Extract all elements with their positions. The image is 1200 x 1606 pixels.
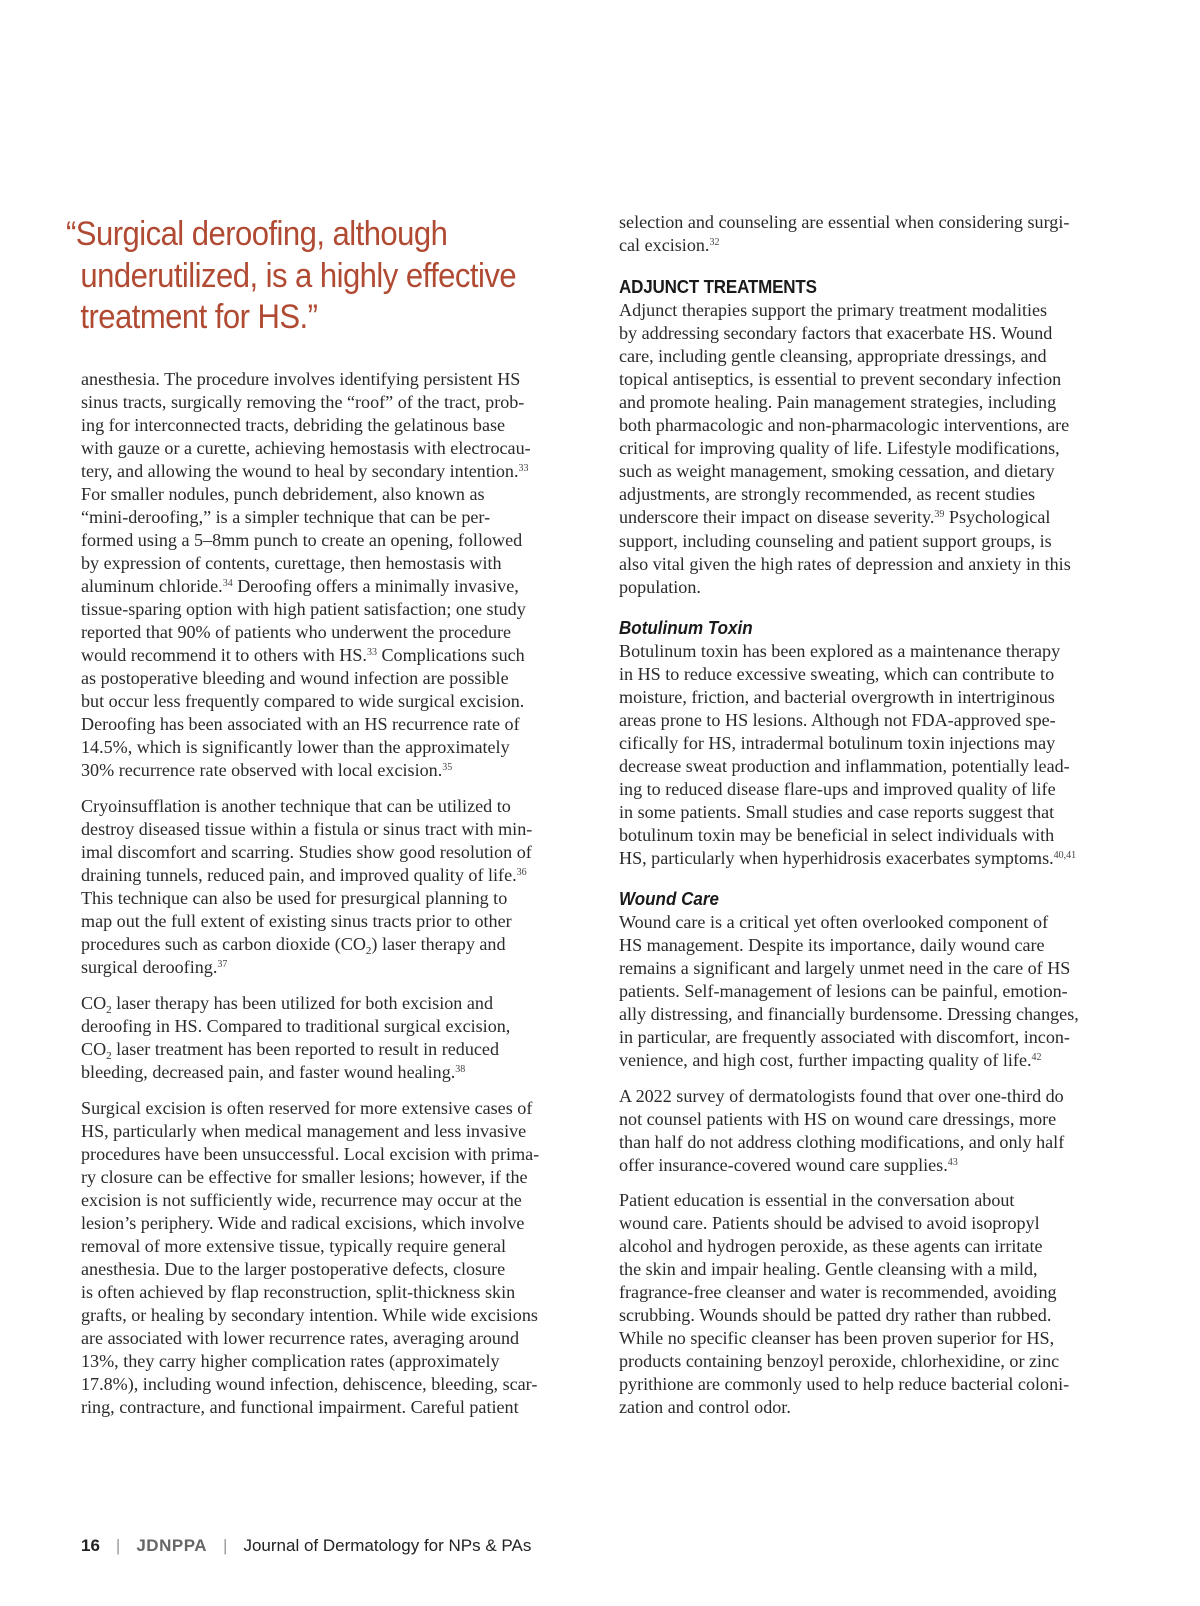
text-line: [619, 1304, 1051, 1327]
line-text: in some patients. Small studies and case reports suggest that: [619, 802, 1055, 823]
line-text: as postoperative bleeding and wound infection are possible: [81, 668, 509, 688]
line-text: HS management. Despite its importance, daily wound care: [619, 935, 1045, 956]
line-text: ring, contracture, and functional impairment. Careful patient: [81, 1397, 519, 1417]
line-text: moisture, friction, and bacterial overgrowth in intertriginous: [619, 687, 1055, 708]
text-line: [81, 1120, 526, 1143]
line-text: HS, particularly when medical management and less invasive: [81, 1121, 527, 1141]
line-text: Wound care is a critical yet often overlooked component of: [619, 912, 1049, 932]
line-text: For smaller nodules, punch debridement, also known as: [81, 484, 485, 504]
text-line: [619, 824, 1054, 847]
text-line: [619, 1396, 791, 1419]
line-text: anesthesia. The procedure involves identifying persistent HS: [81, 369, 521, 389]
text-line: [81, 956, 227, 979]
line-text: by addressing secondary factors that exacerbate HS. Wound: [619, 323, 1053, 344]
text-line: [81, 437, 531, 460]
citation-number: 43: [947, 1157, 958, 1169]
text-line: [81, 795, 511, 818]
journal-abbreviation: JDNPPA: [136, 1536, 208, 1555]
text-line: [81, 368, 520, 391]
line-text: venience, and high cost, further impacting quality of life.: [619, 1050, 1032, 1071]
line-text: by expression of contents, curettage, then hemostasis with: [81, 553, 502, 573]
text-line: [81, 1304, 538, 1327]
line-text: surgical deroofing.: [81, 957, 218, 977]
text-line: [619, 1189, 1014, 1212]
line-text: topical antiseptics, is essential to prevent secondary infection: [619, 369, 1062, 390]
line-text: removal of more extensive tissue, typically require general: [81, 1236, 507, 1256]
subscript: 2: [106, 1004, 112, 1016]
line-text: in HS to reduce excessive sweating, which can contribute to: [619, 664, 1055, 685]
line-text: ally distressing, and financially burdensome. Dressing changes,: [619, 1004, 1079, 1025]
pull-quote-line: underutilized, is a highly effective: [80, 256, 517, 295]
text-line: [619, 345, 1047, 368]
text-line: [81, 1396, 519, 1419]
line-text: While no specific cleanser has been proven superior for HS,: [619, 1328, 1055, 1349]
text-line: [81, 992, 493, 1015]
line-text: 13%, they carry higher complication rates (approximately: [81, 1351, 500, 1371]
line-text: excision is not sufficiently wide, recurrence may occur at the: [81, 1190, 522, 1210]
line-text: selection and counseling are essential when considering surgi-: [619, 212, 1070, 232]
text-line: [619, 686, 1055, 709]
line-text: reported that 90% of patients who underwent the procedure: [81, 622, 512, 642]
line-text: care, including gentle cleansing, appropriate dressings, and: [619, 346, 1047, 367]
page-footer: [81, 1536, 531, 1556]
line-text: tissue-sparing option with high patient satisfaction; one study: [81, 599, 526, 619]
line-text: ing for interconnected tracts, debriding the gelatinous base: [81, 415, 506, 435]
text-line: [619, 663, 1054, 686]
citation-number: 32: [709, 237, 720, 249]
text-line: [81, 864, 527, 887]
text-line: [619, 368, 1061, 391]
line-text: support, including counseling and patient support groups, is: [619, 530, 1052, 551]
line-text: cal excision.: [619, 235, 710, 256]
citation-number: 36: [516, 867, 527, 878]
text-line: [81, 1327, 519, 1350]
line-text: is often achieved by flap reconstruction, split-thickness skin: [81, 1282, 516, 1302]
text-line: [619, 1281, 1057, 1304]
line-text: in particular, are frequently associated with discomfort, incon-: [619, 1027, 1070, 1048]
line-text: both pharmacologic and non-pharmacologic interventions, are: [619, 415, 1070, 436]
text-line: [81, 391, 524, 414]
line-text: would recommend it to others with HS.: [81, 645, 367, 665]
text-line: [619, 709, 1056, 732]
text-line: [619, 755, 1070, 778]
text-line: [619, 437, 1060, 460]
text-line: [619, 1108, 1056, 1131]
subheading-botulinum-toxin: Botulinum Toxin: [619, 617, 753, 638]
text-line: [81, 1235, 506, 1258]
text-line: [619, 640, 1060, 663]
line-text: Surgical excision is often reserved for more extensive cases of: [81, 1098, 533, 1118]
footer-divider: |: [115, 1536, 121, 1555]
line-text: offer insurance-covered wound care supplies.: [619, 1155, 948, 1176]
text-line: [81, 1038, 499, 1061]
subscript: 2: [365, 945, 372, 957]
line-text: products containing benzoyl peroxide, chlorhexidine, or zinc: [619, 1351, 1060, 1372]
line-text-continued: laser treatment has been reported to result in reduced: [111, 1039, 499, 1059]
text-line: [81, 1097, 532, 1120]
text-line: [619, 1154, 958, 1177]
line-text: Botulinum toxin has been explored as a maintenance therapy: [619, 641, 1061, 661]
text-line: [619, 732, 1055, 755]
text-line: [619, 957, 1070, 980]
citation-number: 40,41: [1053, 850, 1077, 862]
text-line: [81, 483, 485, 506]
text-line: [81, 841, 532, 864]
text-line: [81, 529, 522, 552]
text-line: [81, 818, 532, 841]
line-text: with gauze or a curette, achieving hemostasis with electrocau-: [81, 438, 531, 458]
line-text: are associated with lower recurrence rates, averaging around: [81, 1328, 520, 1348]
line-text: CO: [81, 1039, 107, 1059]
journal-name: Journal of Dermatology for NPs & PAs: [243, 1536, 532, 1555]
text-line: [81, 1212, 524, 1235]
text-line: [619, 576, 701, 599]
line-text: sinus tracts, surgically removing the “roof” of the tract, prob-: [81, 392, 525, 412]
text-line: [81, 1166, 528, 1189]
text-line: [81, 1015, 510, 1038]
section-heading-adjunct-treatments: ADJUNCT TREATMENTS: [619, 276, 817, 297]
line-text: bleeding, decreased pain, and faster wound healing.: [81, 1062, 456, 1082]
text-line: [81, 933, 506, 956]
text-line: [619, 1235, 1043, 1258]
citation-number: 33: [518, 463, 529, 474]
line-text: grafts, or healing by secondary intention. While wide excisions: [81, 1305, 538, 1325]
citation-number: 35: [442, 762, 453, 773]
line-text: Cryoinsufflation is another technique that can be utilized to: [81, 796, 511, 816]
text-line: [619, 980, 1068, 1003]
line-text: tery, and allowing the wound to heal by secondary intention.: [81, 461, 519, 481]
citation-number: 39: [934, 509, 945, 521]
line-text: Adjunct therapies support the primary treatment modalities: [619, 300, 1048, 320]
line-text: scrubbing. Wounds should be patted dry rather than rubbed.: [619, 1305, 1052, 1326]
line-text: underscore their impact on disease severity.: [619, 507, 935, 528]
line-text: lesion’s periphery. Wide and radical excisions, which involve: [81, 1213, 525, 1233]
text-line: [619, 322, 1052, 345]
line-text-continued: Complications such: [376, 645, 525, 665]
text-line: [81, 910, 512, 933]
line-text: not counsel patients with HS on wound care dressings, more: [619, 1109, 1057, 1130]
text-line: [81, 1350, 500, 1373]
text-line: [81, 598, 526, 621]
text-line: [619, 414, 1069, 437]
text-line: [81, 887, 507, 910]
text-line: [619, 299, 1047, 322]
text-line: [619, 778, 1056, 801]
line-text: imal discomfort and scarring. Studies show good resolution of: [81, 842, 532, 862]
line-text: the skin and impair healing. Gentle cleansing with a mild,: [619, 1259, 1038, 1280]
page-number: 16: [81, 1536, 100, 1555]
line-text: formed using a 5–8mm punch to create an opening, followed: [81, 530, 523, 550]
text-line: [619, 506, 1050, 529]
footer-divider: |: [223, 1536, 228, 1555]
line-text: ry closure can be effective for smaller lesions; however, if the: [81, 1167, 528, 1187]
line-text: critical for improving quality of life. Lifestyle modifications,: [619, 438, 1060, 459]
text-line: [619, 553, 1071, 576]
line-text: alcohol and hydrogen peroxide, as these agents can irritate: [619, 1236, 1043, 1257]
line-text: remains a significant and largely unmet need in the care of HS: [619, 958, 1071, 979]
text-line: [619, 1327, 1054, 1350]
text-line: [619, 847, 1076, 870]
line-text: draining tunnels, reduced pain, and improved quality of life.: [81, 865, 517, 885]
line-text: cifically for HS, intradermal botulinum toxin injections may: [619, 733, 1056, 754]
pull-quote-line: treatment for HS.”: [80, 298, 318, 336]
text-line: [619, 211, 1069, 234]
line-text: HS, particularly when hyperhidrosis exacerbates symptoms.: [619, 848, 1054, 869]
line-text: 14.5%, which is significantly lower than the approximately: [81, 737, 510, 757]
text-line: [81, 644, 525, 667]
text-line: [81, 713, 520, 736]
text-line: [619, 1350, 1059, 1373]
line-text-continued: Psychological: [944, 507, 1051, 528]
pull-quote-line: “Surgical deroofing, although: [66, 215, 448, 253]
line-text: Patient education is essential in the conversation about: [619, 1190, 1015, 1210]
subscript: 2: [106, 1050, 112, 1062]
text-line: [619, 1212, 1040, 1235]
text-line: [619, 391, 1056, 414]
line-text: population.: [619, 576, 701, 597]
line-text: anesthesia. Due to the larger postoperative defects, closure: [81, 1259, 506, 1279]
line-text-continued: Deroofing offers a minimally invasive,: [232, 576, 519, 596]
line-text: zation and control odor.: [619, 1397, 791, 1418]
text-line: [81, 759, 452, 782]
line-text: “mini-deroofing,” is a simpler technique that can be per-: [81, 507, 491, 527]
text-line: [81, 460, 529, 483]
line-text: decrease sweat production and inflammation, potentially lead-: [619, 756, 1070, 777]
text-line: [81, 1061, 465, 1084]
text-line: [619, 234, 719, 257]
line-text: deroofing in HS. Compared to traditional surgical excision,: [81, 1016, 511, 1036]
text-line: [81, 1373, 537, 1396]
text-line: [81, 552, 502, 575]
text-line: [619, 1026, 1070, 1049]
text-line: [619, 1003, 1079, 1026]
line-text: fragrance-free cleanser and water is recommended, avoiding: [619, 1282, 1057, 1303]
line-text: destroy diseased tissue within a fistula or sinus tract with min-: [81, 819, 533, 839]
text-line: [81, 1143, 539, 1166]
line-text: ing to reduced disease flare-ups and improved quality of life: [619, 779, 1056, 800]
line-text: than half do not address clothing modifications, and only half: [619, 1132, 1065, 1153]
line-text: patients. Self-management of lesions can be painful, emotion-: [619, 981, 1068, 1002]
text-line: [619, 934, 1045, 957]
text-line: [619, 801, 1054, 824]
pull-quote: [66, 214, 516, 339]
line-text-continued: ) laser therapy and: [371, 934, 506, 954]
text-line: [619, 1258, 1038, 1281]
line-text: A 2022 survey of dermatologists found that over one-third do: [619, 1086, 1064, 1106]
text-line: [81, 667, 509, 690]
text-line: [619, 911, 1048, 934]
line-text: 30% recurrence rate observed with local excision.: [81, 760, 443, 780]
text-line: [81, 506, 490, 529]
line-text: wound care. Patients should be advised to avoid isopropyl: [619, 1213, 1040, 1234]
text-line: [619, 1373, 1069, 1396]
text-line: [619, 1085, 1064, 1108]
text-line: [81, 1281, 515, 1304]
text-line: [619, 483, 1035, 506]
text-line: [81, 414, 505, 437]
line-text: areas prone to HS lesions. Although not FDA-approved spe-: [619, 710, 1056, 731]
text-line: [81, 1258, 505, 1281]
line-text-continued: laser therapy has been utilized for both excision and: [111, 993, 493, 1013]
subheading-wound-care: Wound Care: [619, 888, 719, 909]
line-text: pyrithione are commonly used to help reduce bacterial coloni-: [619, 1374, 1070, 1395]
text-line: [619, 530, 1052, 553]
line-text: Deroofing has been associated with an HS recurrence rate of: [81, 714, 520, 734]
line-text: procedures such as carbon dioxide (CO: [81, 934, 366, 954]
line-text: adjustments, are strongly recommended, as recent studies: [619, 484, 1036, 505]
text-line: [619, 460, 1055, 483]
line-text: map out the full extent of existing sinus tracts prior to other: [81, 911, 512, 931]
line-text: such as weight management, smoking cessation, and dietary: [619, 461, 1055, 482]
line-text: This technique can also be used for presurgical planning to: [81, 888, 508, 908]
line-text: botulinum toxin may be beneficial in select individuals with: [619, 825, 1055, 846]
line-text: but occur less frequently compared to wide surgical excision.: [81, 691, 525, 711]
line-text: also vital given the high rates of depression and anxiety in this: [619, 553, 1071, 574]
citation-number: 38: [455, 1064, 466, 1075]
line-text: and promote healing. Pain management strategies, including: [619, 392, 1057, 413]
text-line: [81, 736, 510, 759]
line-text: CO: [81, 993, 107, 1013]
text-line: [619, 1049, 1042, 1072]
citation-number: 34: [222, 578, 233, 589]
citation-number: 42: [1031, 1052, 1042, 1064]
line-text: procedures have been unsuccessful. Local excision with prima-: [81, 1144, 540, 1164]
text-line: [81, 690, 524, 713]
text-line: [81, 1189, 522, 1212]
text-line: [81, 575, 519, 598]
citation-number: 37: [217, 959, 228, 970]
text-line: [619, 1131, 1064, 1154]
text-line: [81, 621, 511, 644]
citation-number: 33: [366, 647, 377, 658]
line-text: aluminum chloride.: [81, 576, 223, 596]
line-text: 17.8%), including wound infection, dehiscence, bleeding, scar-: [81, 1374, 538, 1394]
